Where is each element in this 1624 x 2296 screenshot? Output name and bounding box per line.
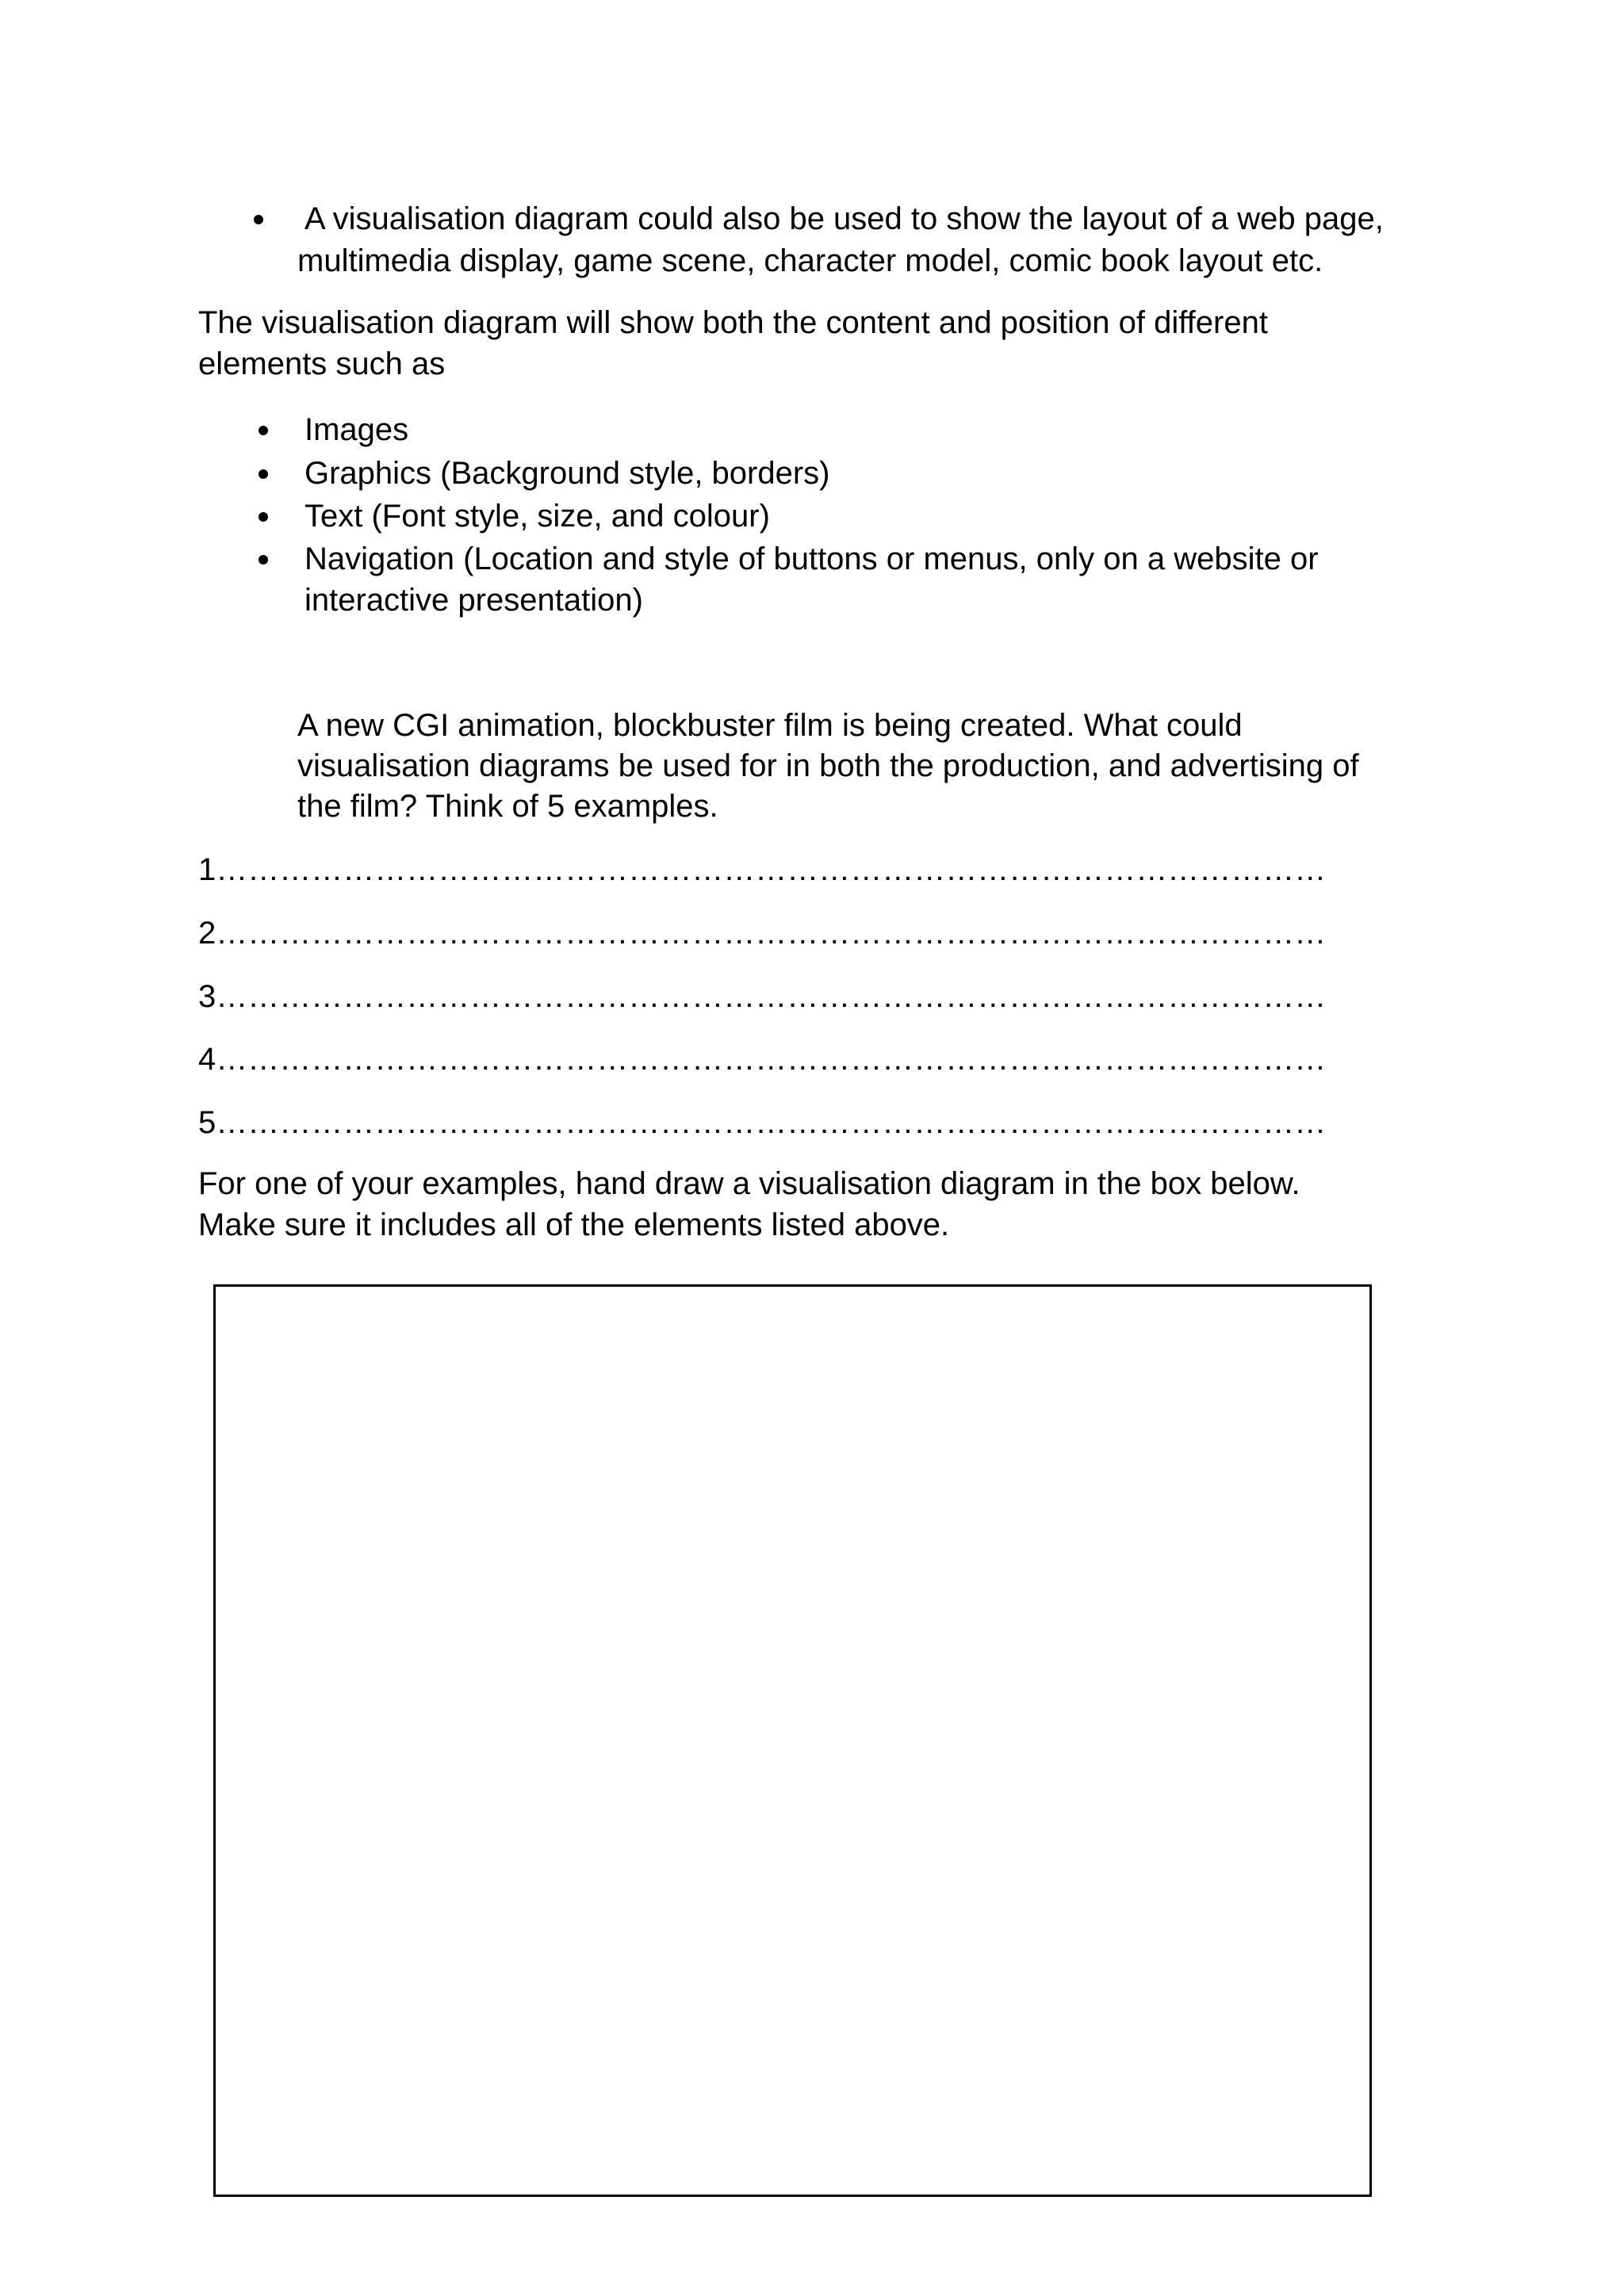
answer-line-dots: …………………………………………………………………………………………… bbox=[216, 1042, 1327, 1077]
elements-intro-line-2: elements such as bbox=[198, 346, 446, 381]
answer-line-3[interactable] bbox=[198, 976, 1419, 1017]
answer-line-number: 3 bbox=[198, 979, 216, 1014]
answer-line-4[interactable] bbox=[198, 1039, 1419, 1080]
answer-line-number: 4 bbox=[198, 1042, 216, 1077]
answer-line-dots: …………………………………………………………………………………………… bbox=[216, 979, 1327, 1014]
bullet-icon bbox=[259, 512, 268, 522]
drawing-instruction-line-1: For one of your examples, hand draw a visualisation diagram in the box below. bbox=[198, 1166, 1300, 1201]
element-list-item-graphics: Graphics (Background style, borders) bbox=[304, 456, 830, 491]
intro-bullet-line-2: multimedia display, game scene, character model, comic book layout etc. bbox=[297, 243, 1323, 278]
answer-line-2[interactable] bbox=[198, 913, 1419, 954]
answer-line-dots: …………………………………………………………………………………………… bbox=[216, 1105, 1327, 1140]
element-list-item-navigation-line-1: Navigation (Location and style of buttons or menus, only on a website or bbox=[304, 541, 1319, 576]
answer-line-5[interactable] bbox=[198, 1102, 1419, 1143]
task-line-3: the film? Think of 5 examples. bbox=[297, 789, 718, 824]
answer-line-1[interactable] bbox=[198, 849, 1419, 890]
element-list-item-text: Text (Font style, size, and colour) bbox=[304, 499, 770, 534]
elements-intro-line-1: The visualisation diagram will show both the content and position of different bbox=[198, 305, 1268, 340]
answer-line-dots: …………………………………………………………………………………………… bbox=[216, 852, 1327, 887]
answer-line-number: 5 bbox=[198, 1105, 216, 1140]
bullet-icon bbox=[259, 555, 268, 564]
answer-line-dots: …………………………………………………………………………………………… bbox=[216, 916, 1327, 951]
task-line-2: visualisation diagrams be used for in both the production, and advertising of bbox=[297, 748, 1359, 783]
element-list-item-navigation-line-2: interactive presentation) bbox=[304, 583, 643, 618]
task-line-1: A new CGI animation, blockbuster film is being created. What could bbox=[297, 708, 1243, 743]
drawing-instruction-line-2: Make sure it includes all of the elements listed above. bbox=[198, 1207, 950, 1242]
bullet-icon bbox=[254, 215, 263, 224]
bullet-icon bbox=[259, 426, 268, 435]
bullet-icon bbox=[259, 469, 268, 479]
element-list-item-images: Images bbox=[304, 412, 409, 447]
answer-line-number: 2 bbox=[198, 916, 216, 951]
drawing-box[interactable] bbox=[213, 1284, 1372, 2197]
answer-line-number: 1 bbox=[198, 852, 216, 887]
intro-bullet-line-1: A visualisation diagram could also be used to show the layout of a web page, bbox=[304, 201, 1384, 236]
